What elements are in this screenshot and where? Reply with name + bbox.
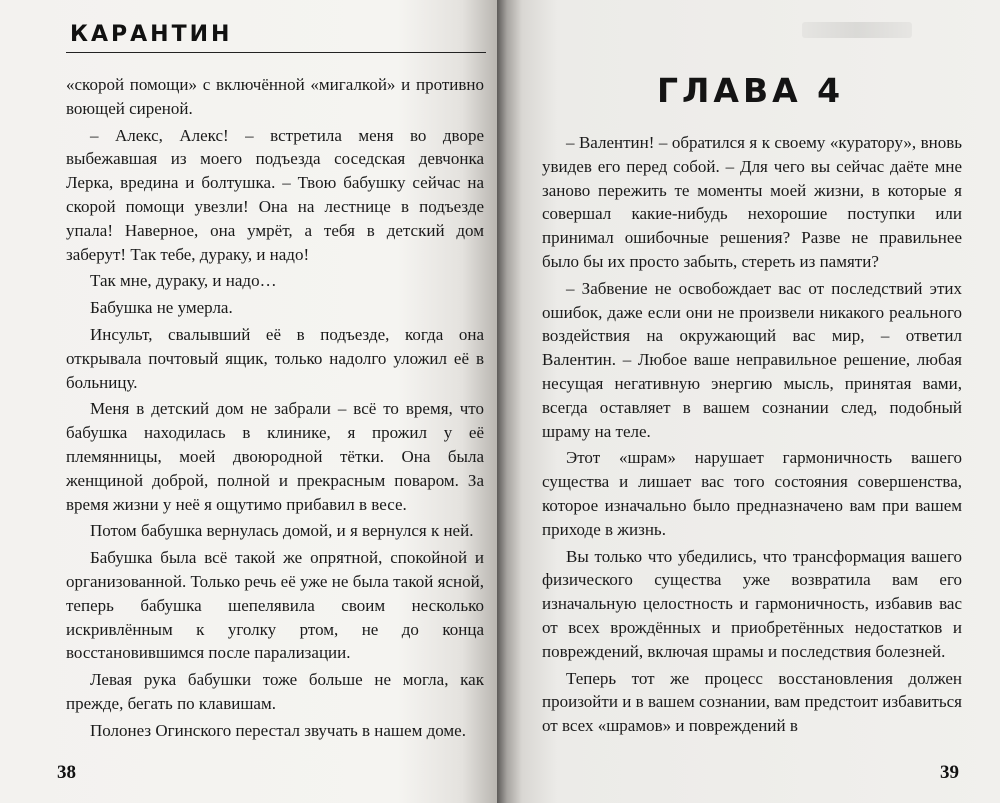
bleed-through-shadow: [802, 22, 912, 38]
left-page: [0, 0, 497, 803]
paragraph: – Забвение не освобождает вас от последствий этих ошибок, даже если они не произвели никакого реального воздействия на окружающий вас мир, – ответил Валентин. – Любое ваше неправильное решение, любая несущая негативную энергию мысль, принятая вами, всегда оставляет в вашем сознании след, подобный шраму на теле.: [542, 278, 962, 441]
running-head: КАРАНТИН: [70, 22, 233, 47]
left-page-body: [66, 73, 484, 746]
paragraph: «скорой помощи» с включённой «мигалкой» и противно воющей сиреной.: [66, 75, 484, 118]
paragraph: Меня в детский дом не забрали – всё то время, что бабушка находилась в клинике, я прожил у её племянницы, моей двоюродной тётки. Она была женщиной доброй, полной и прекрасным поваром. За время жизни у неё я ощутимо прибавил в весе.: [66, 399, 484, 514]
chapter-title: ГЛАВА 4: [657, 71, 845, 110]
paragraph: Инсульт, свалывший её в подъезде, когда она открывала почтовый ящик, только надолго уложил её в больницу.: [66, 324, 484, 392]
paragraph: Вы только что убедились, что трансформация вашего физического существа уже возвратила вам его изначальную целостность и гармоничность, избавив вас от всех врождённых и приобретённых недостатков и повреждений, включая шрамы и последствия болезней.: [542, 546, 962, 661]
paragraph: Бабушка не умерла.: [90, 298, 233, 318]
paragraph: – Алекс, Алекс! – встретила меня во дворе выбежавшая из моего подъезда соседская девчонка Лерка, вредина и болтушка. – Твою бабушку сейчас на скорой помощи увезли! Она на лестнице в подъезде упала! Наверное, она умрёт, а тебя в детский дом заберут! Так тебе, дураку, и надо!: [66, 125, 484, 264]
paragraph: Теперь тот же процесс восстановления должен произойти и в вашем сознании, вам предстоит избавиться от всех «шрамов» и повреждений в: [542, 668, 962, 736]
right-page-body: [542, 131, 962, 741]
paragraph: Бабушка была всё такой же опрятной, спокойной и организованной. Только речь её уже не была такой ясной, теперь бабушка шепелявила своим несколько искривлённым к уголку ртом, не до конца восстановившимся после парализации.: [66, 548, 484, 663]
paragraph: Левая рука бабушки тоже больше не могла, как прежде, бегать по клавишам.: [66, 670, 484, 713]
right-page: [497, 0, 1000, 803]
paragraph: Потом бабушка вернулась домой, и я вернулся к ней.: [90, 521, 474, 541]
page-number: 38: [57, 762, 76, 783]
paragraph: – Валентин! – обратился я к своему «куратору», вновь увидев его перед собой. – Для чего вы сейчас даёте мне заново пережить те моменты моей жизни, в которые я совершал какие-нибудь нехорошие поступки или принимал ошибочные решения? Разве не правильнее было бы их просто забыть, стереть из памяти?: [542, 133, 962, 271]
page-number: 39: [940, 762, 959, 783]
paragraph: Этот «шрам» нарушает гармоничность вашего существа и лишает вас того состояния совершенства, которое изначально было предназначено вам при вашем приходе в жизнь.: [542, 448, 962, 539]
header-rule: [66, 52, 486, 53]
paragraph: Полонез Огинского перестал звучать в нашем доме.: [90, 720, 466, 740]
paragraph: Так мне, дураку, и надо…: [90, 271, 277, 291]
